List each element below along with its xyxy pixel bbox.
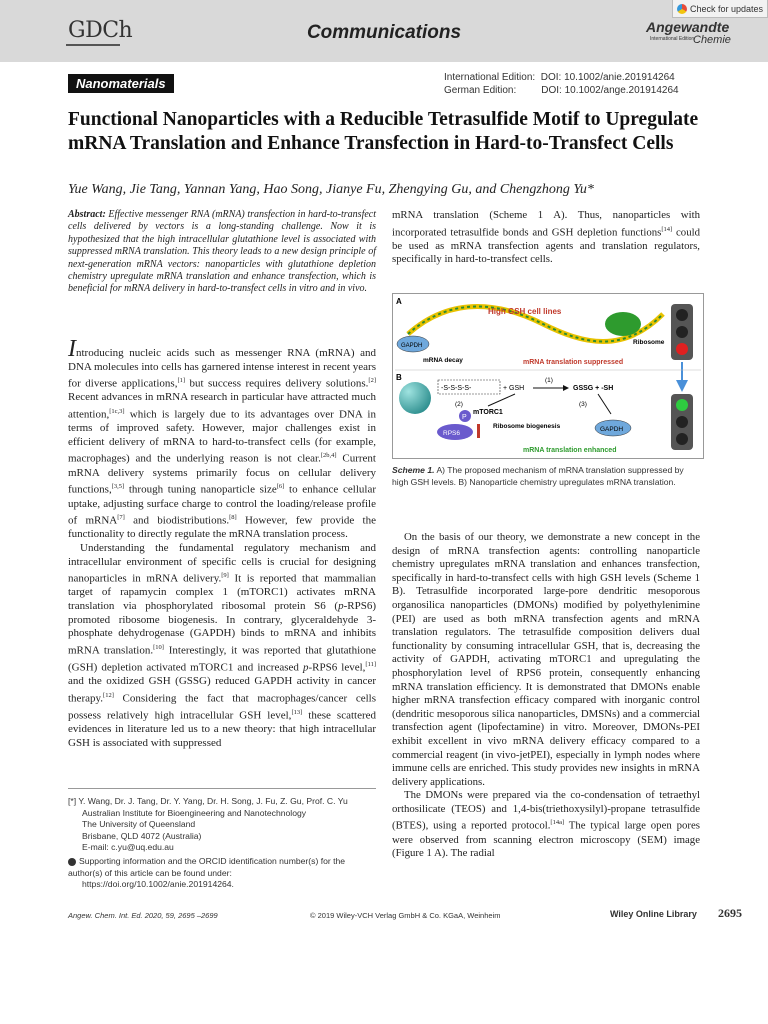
footnote-address: Brisbane, QLD 4072 (Australia) <box>82 830 202 841</box>
scheme-caption <box>392 464 702 488</box>
step-3-inhibit-line <box>598 394 611 414</box>
journal-logo: Angewandte <box>646 19 730 35</box>
body-left-column <box>68 336 377 751</box>
footnote-supporting <box>68 856 376 879</box>
publisher-logo: GDCh <box>68 18 133 43</box>
ribosome-label: Ribosome <box>633 339 665 346</box>
ribosome-shape <box>605 312 641 336</box>
footer-copyright: © 2019 Wiley-VCH Verlag GmbH & Co. KGaA, Weinheim <box>310 911 501 920</box>
mtorc1-label: mTORC1 <box>473 409 503 416</box>
journal-logo-chemie: Chemie <box>693 34 731 46</box>
publisher-logo-underline <box>66 44 120 46</box>
doi-international[interactable]: International Edition: DOI: 10.1002/anie.201914264 <box>444 72 675 83</box>
gapdh-label-b: GAPDH <box>600 426 624 433</box>
panel-b-label: B <box>396 373 402 382</box>
footer-citation: Angew. Chem. Int. Ed. 2020, 59, 2695 –2699 <box>68 911 218 920</box>
affiliation-mark: [*] <box>68 796 77 806</box>
gssg-label: GSSG + -SH <box>573 385 614 392</box>
footnote-authors: Y. Wang, Dr. J. Tang, Dr. Y. Yang, Dr. H. Song, J. Fu, Z. Gu, Prof. C. Yu <box>78 796 348 806</box>
body-right-column <box>392 531 700 861</box>
journal-logo-sub: International Edition <box>650 36 695 42</box>
tetrasulfide-label: -S-S-S-S- <box>441 385 472 392</box>
paragraph: Understanding the fundamental regulatory mechanism and intracellular environment of specific cells is crucial for designing nanoparticles in mRNA delivery.[9] It is reported that mammalian target of rapamycin complex 1 (mTORC1) activates mRNA translation via phosphorylated ribosomal protein S6 (p-RPS6) promoted ribosome biogenesis. In contrary, glyceraldehyde 3-phosphate dehydrogenase (GAPDH) binds to mRNA and inhibits mRNA translation.[10] Interestingly, it was reported that glutathione (GSH) depletion activated mTORC1 and increased p-RPS6 level,[11] and the oxidized GSH (GSSG) reduced GAPDH activity in cancer therapy.[12] Considering the fact that macrophages/cancer cells possess relatively high intracellular GSH level,[13] these scattered evidences in literature led us to a new theory: that high intracellular GSH is associated with suppressed <box>68 542 377 749</box>
journal-header <box>0 0 768 62</box>
translation-suppressed-label: mRNA translation suppressed <box>523 359 624 366</box>
mrna-decay-label: mRNA decay <box>423 357 463 364</box>
supporting-url[interactable]: https://doi.org/10.1002/anie.201914264. <box>82 879 234 890</box>
check-updates-button[interactable] <box>672 0 768 18</box>
paragraph: mRNA translation (Scheme 1 A). Thus, nanoparticles with incorporated tetrasulfide bonds and GSH depletion functions[14] could be used as mRNA transfection agents and translation regulators, specifically in hard-to-transfect cells. <box>392 209 701 266</box>
supporting-text: Supporting information and the ORCID identification number(s) for the author(s) of this article can be found under: <box>68 855 346 878</box>
high-gsh-label: High GSH cell lines <box>488 307 562 316</box>
scheme-diagram <box>393 294 703 458</box>
footer-library[interactable]: Wiley Online Library <box>610 909 697 919</box>
abstract <box>68 209 376 296</box>
panel-a-label: A <box>396 297 402 306</box>
step-2-label: (2) <box>455 401 463 408</box>
translation-enhanced-label: mRNA translation enhanced <box>523 447 617 454</box>
phosphate-label: P <box>462 414 467 421</box>
article-title: Functional Nanoparticles with a Reducible Tetrasulfide Motif to Upregulate mRNA Translation and Enhance Transfection in Hard-to-Transfect Cells <box>68 109 699 154</box>
check-updates-label: Check for updates <box>690 3 764 14</box>
footnote <box>68 796 376 891</box>
topic-badge: Nanomaterials <box>68 74 174 93</box>
gapdh-label-a: GAPDH <box>401 343 423 349</box>
paragraph: Introducing nucleic acids such as messenger RNA (mRNA) and DNA molecules into cells has garnered intense interest in recent years for diverse applications,[1] but success requires delivery solutions.[2] Recent advances in mRNA research in particular have attracted much attention,[1c,3] which is largely due to its advantages over DNA in terms of improved safety. However, major challenges exist in efficient delivery of mRNA to hard-to-transfect cells (for example, macrophages) and the underlying reason is not clear.[2b,4] Current mRNA delivery systems primarily focus on cellular delivery functions,[3,5] through tuning nanoparticle size[6] to enhance cellular uptake, adjusting surface charge to control the loading/release profile of mRNA[7] and biodistributions.[8] However, few provide the functionality to directly regulate the mRNA translation process. <box>68 336 376 541</box>
footnote-authors-line <box>68 796 376 808</box>
upregulate-indicator <box>477 424 480 438</box>
paragraph: The DMONs were prepared via the co-condensation of tetraethyl orthosilicate (TEOS) and 1,4-bis(triethoxysilyl)-propane tetrasulfide (BTES), using a reported protocol.[14a] The typical large open pores were observed from scanning electron microscopy (SEM) image (Figure 1 A). The radial <box>392 789 700 860</box>
doi-german[interactable]: German Edition: DOI: 10.1002/ange.201914264 <box>444 85 679 96</box>
step-1-label: (1) <box>545 377 553 384</box>
rps6-label: RPS6 <box>443 430 460 437</box>
page-number: 2695 <box>718 906 742 920</box>
nanoparticle-icon <box>399 382 431 414</box>
article-authors: Yue Wang, Jie Tang, Yannan Yang, Hao Song, Jianye Fu, Zhengying Gu, and Chengzhong Yu* <box>68 182 594 197</box>
footnote-email[interactable]: E-mail: c.yu@uq.edu.au <box>82 842 174 853</box>
abstract-label: Abstract: <box>68 209 106 220</box>
step-3-label: (3) <box>579 401 587 408</box>
body-right-top <box>392 209 700 267</box>
crossmark-icon <box>677 4 687 14</box>
gsh-label: + GSH <box>503 385 525 392</box>
paragraph: On the basis of our theory, we demonstrate a new concept in the design of mRNA transfection agents: controlling nanoparticle chemistry upregulates mRNA translation and enhances transfection, specifically in hard-to-transfect cells with high GSH levels (Scheme 1 B). Tetrasulfide incorporated large-pore dendritic mesoporous organosilica nanoparticles (DMONs) modified by polyethylenimine (PEI) are used as both mRNA transfection agents and mRNA translation regulators. The tetrasulfide composition delivers dual functionality by consuming intracellular GSH, that is, decreasing the activity of GAPDH, activating mTORC1 and upregulating the phosphorylation level of RPS6 protein, consequently enhancing mRNA translation efficiency. It is demonstrated that DMONs enable higher mRNA transfection efficacy compared with inorganic control (dendritic mesoporous silica nanoparticles, DMSNs) and a commercial transfection agent (lipofectamine) in vitro. Moreover, DMONs-PEI exhibit excellent in vivo mRNA delivery efficacy compared to a commercial reagent (in vivo-jetPEI), especially in lymph nodes where immune cells are enriched. This study provides new insights in mRNA delivery applications. <box>392 531 700 788</box>
step-2-inhibit-line <box>488 394 515 406</box>
footnote-rule <box>68 788 376 789</box>
ribosome-biogenesis-label: Ribosome biogenesis <box>493 423 561 430</box>
caption-text: A) The proposed mechanism of mRNA translation suppressed by high GSH levels. B) Nanoparticle chemistry upregulates mRNA translation. <box>392 465 684 487</box>
scheme-figure <box>392 293 704 459</box>
abstract-text: Effective messenger RNA (mRNA) transfection in hard-to-transfect cells delivered by vectors is a long-standing challenge. Now it is hypothesized that the high intracellular glutathione level is associated with suppressed mRNA translation. This theory leads to a new design principle of next-generation mRNA vectors: nanoparticles with glutathione depletion chemistry upregulate mRNA translation and enhance transfection, which is beneficial for mRNA delivery in hard-to-transfect cells in vitro and in vivo. <box>68 209 376 295</box>
caption-label: Scheme 1. <box>392 465 435 475</box>
section-title: Communications <box>306 22 462 43</box>
supporting-info-icon <box>68 858 76 866</box>
footnote-university: The University of Queensland <box>82 819 196 830</box>
footnote-institute: Australian Institute for Bioengineering and Nanotechnology <box>82 807 307 818</box>
